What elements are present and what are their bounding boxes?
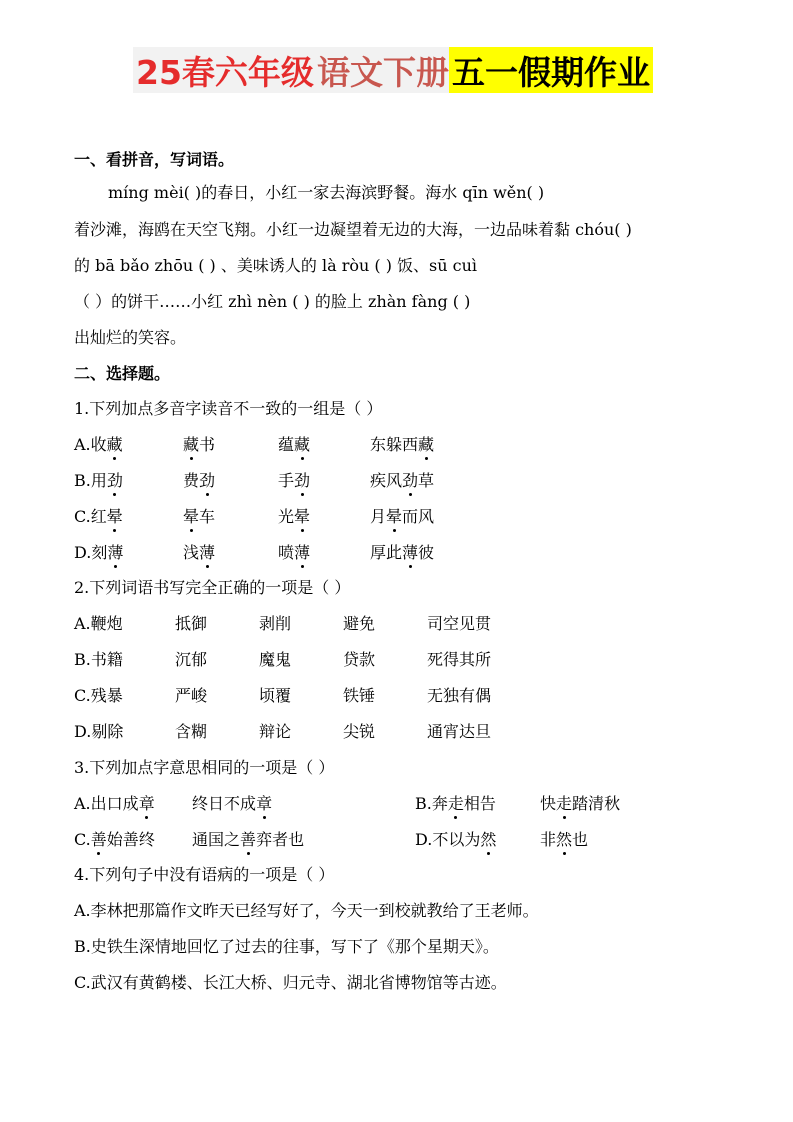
section1-heading: 一、看拼音，写词语。 (74, 150, 235, 169)
question-4-option-a: A.李林把那篇作文昨天已经写好了，今天一到校就教给了王老师。 (74, 901, 539, 920)
q3-option-d-first: D.不以为然 (415, 830, 497, 849)
q1-option-a-word: 东躲西藏 (370, 435, 435, 454)
q1-option-b-word: B.用劲 (74, 471, 123, 490)
worksheet-title (133, 47, 653, 93)
q2-option-a-word: 抵御 (175, 614, 208, 633)
pinyin-line-1: míng mèi( )的春日，小红一家去海滨野餐。海水 qīn wěn( ) (108, 183, 545, 202)
q2-option-a-word: A.鞭炮 (74, 614, 123, 633)
q1-option-d-word: D.刻薄 (74, 543, 124, 562)
q3-option-b-first: B.奔走相告 (415, 794, 496, 813)
q3-option-a-first: A.出口成章 (74, 794, 155, 813)
q2-option-b-word: 魔鬼 (259, 650, 292, 669)
q1-option-a-word: A.收藏 (74, 435, 123, 454)
q1-option-c-word: C.红晕 (74, 507, 123, 526)
q1-option-c-word: 光晕 (278, 507, 311, 526)
q2-option-c-word: 顷覆 (259, 686, 292, 705)
question-4-option-c: C.武汉有黄鹤楼、长江大桥、归元寺、湖北省博物馆等古迹。 (74, 973, 507, 992)
question-1-stem: 1.下列加点多音字读音不一致的一组是（ ） (74, 399, 383, 418)
q2-option-c-word: 严峻 (175, 686, 208, 705)
q2-option-b-word: 贷款 (343, 650, 376, 669)
q2-option-a-word: 避免 (343, 614, 376, 633)
q2-option-b-word: B.书籍 (74, 650, 123, 669)
q2-option-d-word: D.剔除 (74, 722, 124, 741)
title-grade: 25春六年级 (133, 47, 317, 93)
pinyin-line-3: 的 bā bǎo zhōu ( ) 、美味诱人的 là ròu ( ) 饭、sū cuì (74, 256, 478, 275)
q2-option-b-word: 死得其所 (427, 650, 492, 669)
q3-option-b-second: 快走踏清秋 (540, 794, 621, 813)
pinyin-line-2: 着沙滩，海鸥在天空飞翔。小红一边凝望着无边的大海，一边品味着黏 chóu( ) (74, 220, 632, 239)
q2-option-c-word: C.残暴 (74, 686, 123, 705)
q2-option-b-word: 沉郁 (175, 650, 208, 669)
question-4-option-b: B.史铁生深情地回忆了过去的往事，写下了《那个星期天》。 (74, 937, 499, 956)
q1-option-a-word: 蕴藏 (278, 435, 311, 454)
q2-option-c-word: 无独有偶 (427, 686, 492, 705)
pinyin-line-4: （ ）的饼干……小红 zhì nèn ( ) 的脸上 zhàn fàng ( ) (74, 292, 471, 311)
q2-option-d-word: 含糊 (175, 722, 208, 741)
q3-option-c-first: C.善始善终 (74, 830, 155, 849)
pinyin-line-5: 出灿烂的笑容。 (74, 328, 187, 347)
q1-option-d-word: 厚此薄彼 (370, 543, 435, 562)
q1-option-c-word: 晕车 (183, 507, 216, 526)
q1-option-d-word: 喷薄 (278, 543, 311, 562)
question-3-stem: 3.下列加点字意思相同的一项是（ ） (74, 758, 335, 777)
q2-option-a-word: 司空见贯 (427, 614, 492, 633)
q1-option-d-word: 浅薄 (183, 543, 216, 562)
q3-option-c-second: 通国之善弈者也 (192, 830, 305, 849)
q1-option-b-word: 疾风劲草 (370, 471, 435, 490)
title-subject: 语文下册 (317, 47, 449, 93)
q1-option-c-word: 月晕而风 (370, 507, 435, 526)
q2-option-c-word: 铁锤 (343, 686, 376, 705)
q1-option-b-word: 费劲 (183, 471, 216, 490)
q3-option-d-second: 非然也 (540, 830, 589, 849)
q2-option-d-word: 通宵达旦 (427, 722, 492, 741)
q2-option-d-word: 辩论 (259, 722, 292, 741)
q2-option-a-word: 剥削 (259, 614, 292, 633)
question-4-stem: 4.下列句子中没有语病的一项是（ ） (74, 865, 335, 884)
section2-heading: 二、选择题。 (74, 364, 171, 383)
q1-option-b-word: 手劲 (278, 471, 311, 490)
title-highlight: 五一假期作业 (449, 47, 653, 93)
question-2-stem: 2.下列词语书写完全正确的一项是（ ） (74, 578, 351, 597)
q2-option-d-word: 尖锐 (343, 722, 376, 741)
q3-option-a-second: 终日不成章 (192, 794, 273, 813)
q1-option-a-word: 藏书 (183, 435, 216, 454)
